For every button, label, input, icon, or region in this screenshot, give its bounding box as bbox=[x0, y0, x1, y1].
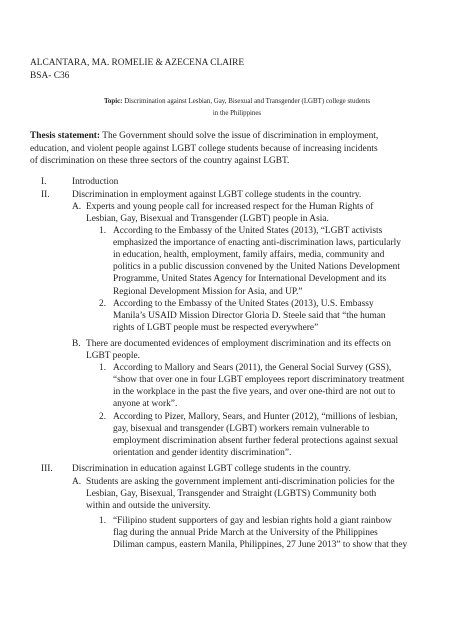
outline-iii-a-l2: Lesbian, Gay, Bisexual, Transgender and Straight (LGBTS) Community both bbox=[86, 489, 377, 499]
outline-iii-a-l1: Students are asking the government implement anti-discrimination policies for the bbox=[86, 477, 395, 487]
outline-ii-b-letter: B. bbox=[72, 339, 81, 349]
outline-text-iii: Discrimination in education against LGBT college students in the country. bbox=[72, 464, 351, 474]
outline-ii-a-1-l4: politics in a public discussion convened by the United Nations Development bbox=[113, 262, 400, 272]
outline-ii-b-2-l1: According to Pizer, Mallory, Sears, and Hunter (2012), “millions of lesbian, bbox=[113, 412, 398, 422]
outline-ii-a-2-l2: Manila’s USAID Mission Director Gloria D. Steele said that “the human bbox=[113, 311, 386, 321]
outline-ii-b-l2: LGBT people. bbox=[86, 351, 140, 361]
outline-iii-a-letter: A. bbox=[72, 477, 82, 487]
outline-ii-a-2-num: 2. bbox=[99, 299, 107, 309]
outline-iii-a-1-l3: Diliman campus, eastern Manila, Philippines, 27 June 2013” to show that they bbox=[113, 540, 408, 550]
outline-ii-a-letter: A. bbox=[72, 202, 82, 212]
outline-ii-b-l1: There are documented evidences of employment discrimination and its effects on bbox=[86, 339, 391, 349]
outline-ii-b-2-l4: orientation and gender identity discrimination”. bbox=[113, 448, 292, 458]
thesis-line-1 bbox=[30, 130, 378, 142]
thesis-line-3: of discrimination on these three sectors of the country against LGBT. bbox=[30, 156, 290, 166]
outline-ii-a-1-l3: in education, health, employment, family affairs, media, community and bbox=[113, 250, 385, 260]
outline-ii-a-l1: Experts and young people call for increased respect for the Human Rights of bbox=[86, 202, 374, 212]
outline-iii-a-1-l1: “Filipino student supporters of gay and lesbian rights hold a giant rainbow bbox=[113, 516, 392, 526]
outline-ii-a-1-l6: Regional Development Mission for Asia, and UP.” bbox=[113, 287, 303, 297]
outline-ii-b-2-l3: employment discrimination absent further federal protections against sexual bbox=[113, 436, 399, 446]
outline-ii-b-1-l2: “show that over one in four LGBT employees report discriminatory treatment bbox=[113, 375, 405, 385]
outline-ii-a-1-l5: Programme, United States Agency for International Development and its bbox=[113, 274, 387, 284]
outline-ii-a-2-l1: According to the Embassy of the United States (2013), U.S. Embassy bbox=[113, 299, 374, 309]
outline-iii-a-l3: within and outside the university. bbox=[86, 501, 211, 511]
outline-ii-b-2-num: 2. bbox=[99, 412, 107, 422]
outline-ii-a-l2: Lesbian, Gay, Bisexual and Transgender (LGBT) people in Asia. bbox=[86, 214, 329, 224]
topic-line-1 bbox=[0, 96, 474, 108]
outline-text-ii: Discrimination in employment against LGBT college students in the country. bbox=[72, 190, 362, 200]
outline-num-i: I. bbox=[41, 177, 47, 187]
section-code: BSA- C36 bbox=[30, 71, 70, 81]
outline-ii-b-2-l2: gay, bisexual and transgender (LGBT) workers remain vulnerable to bbox=[113, 424, 370, 434]
outline-ii-a-1-num: 1. bbox=[99, 226, 107, 236]
thesis-text-1: The Government should solve the issue of discrimination in employment, bbox=[102, 131, 379, 141]
topic-line-2: in the Philippines bbox=[212, 110, 262, 117]
author-names: ALCANTARA, MA. ROMELIE & AZECENA CLAIRE bbox=[30, 58, 245, 68]
outline-ii-a-1-l2: emphasized the importance of enacting anti-discrimination laws, particularly bbox=[113, 238, 401, 248]
outline-num-iii: III. bbox=[41, 464, 53, 474]
topic-text-1: Discrimination against Lesbian, Gay, Bisexual and Transgender (LGBT) college students bbox=[124, 98, 371, 105]
outline-iii-a-1-num: 1. bbox=[99, 516, 107, 526]
outline-ii-a-2-l3: rights of LGBT people must be respected everywhere” bbox=[113, 323, 319, 333]
outline-ii-a-1-l1: According to the Embassy of the United States (2013), “LGBT activists bbox=[113, 226, 383, 236]
outline-text-i: Introduction bbox=[72, 177, 119, 187]
outline-num-ii: II. bbox=[41, 190, 50, 200]
outline-iii-a-1-l2: flag during the annual Pride March at the University of the Philippines bbox=[113, 528, 378, 538]
thesis-line-2: education, and violent people against LGBT college students because of increasing incidents bbox=[30, 144, 378, 154]
outline-ii-b-1-l1: According to Mallory and Sears (2011), the General Social Survey (GSS), bbox=[113, 363, 392, 373]
topic-label: Topic: bbox=[103, 98, 123, 105]
outline-ii-b-1-l3: in the workplace in the past the five years, and over one-third are not out to bbox=[113, 387, 396, 397]
thesis-label: Thesis statement: bbox=[30, 131, 101, 141]
outline-ii-b-1-num: 1. bbox=[99, 363, 107, 373]
outline-ii-b-1-l4: anyone at work”. bbox=[113, 399, 178, 409]
